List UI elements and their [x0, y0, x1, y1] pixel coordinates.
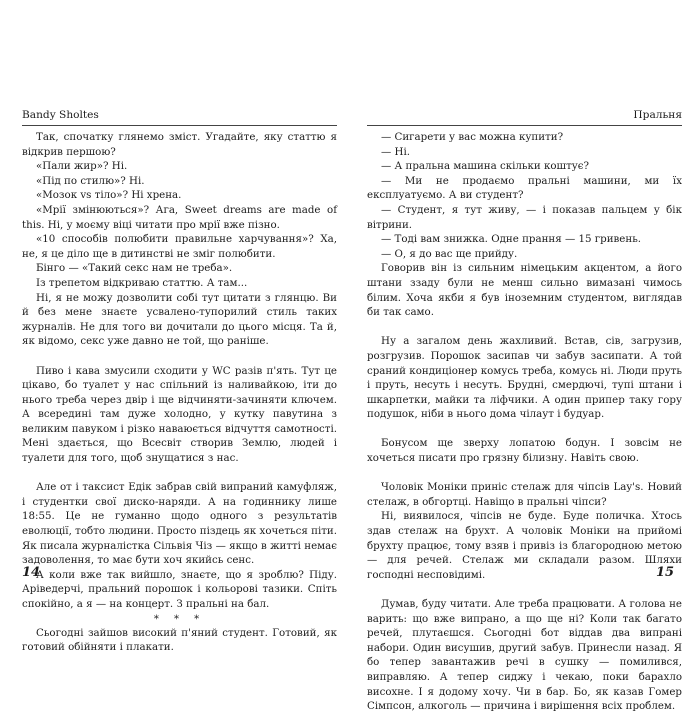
- paragraph: — О, я до вас ще прийду.: [381, 247, 518, 260]
- page-number-left: 14: [22, 565, 41, 580]
- paragraph: Думав, буду читати. Але треба працювати. А голова не варить: що вже випрано, а що ще ні? Коли так багато речей, плутаєшся. Сьогодні бот віддав два випрані набори. Один висушив, другий забув. Принесли назад. Я бо тепер завантажив речі в сушку — помилився, виправляю. А тепер сиджу і чекаю, поки барахло висохне. І я додому хочу. Чи в бар. Бо, як казав Гомер Сімпсон, алкоголь — причина і вирішення всіх проблем.: [367, 598, 682, 713]
- right-page: [367, 108, 682, 713]
- paragraph: — Студент, я тут живу, — і показав пальцем у бік вітрини.: [367, 203, 682, 231]
- paragraph: «Мрії змінюються»? Ага, Sweet dreams are made of this. Ні, у моєму віці читати про мрії вже пізно.: [22, 203, 337, 231]
- running-header-left: Bandy Sholtes: [22, 109, 99, 121]
- paragraph: — А пральна машина скільки коштує?: [381, 160, 590, 173]
- header-rule-left: [22, 125, 337, 126]
- page-number-right: 15: [656, 565, 675, 580]
- paragraph: «Під по стилю»? Ні.: [36, 174, 145, 187]
- paragraph: Сьогодні зайшов високий п'яний студент. Готовий, як готовий обійняти і плакати.: [22, 626, 337, 654]
- paragraph: Говорив він із сильним німецьким акцентом, а його штани ззаду були не менш сильно вимазані чимось білим. Хоча якби я був іноземним студентом, виглядав би так само.: [367, 262, 682, 319]
- paragraph: Але от і таксист Едік забрав свій випраний камуфляж, і студентки свої диско-наряди. А на годиннику лише 18:55. Це не гуманно щодо одного з результатів еволюції, тобто людини. Просто піздець як хочеться піти. Як писала журналістка Сільвія Чіз — якщо в житті немає задоволення, то має бути хоч якийсь сенс.: [22, 481, 337, 567]
- paragraph: «Мозок vs тіло»? Ні хрена.: [36, 189, 182, 202]
- running-header-right: Пральня: [633, 109, 682, 121]
- header-rule-right: [367, 125, 682, 126]
- left-page: [22, 108, 337, 654]
- paragraph: Ні, я не можу дозволити собі тут цитати з глянцю. Ви й без мене знаєте усвалено-тупорилий стиль таких журналів. Не для того ви дочитали до цього місця. Та й, як відомо, секс уже давно не той, що раніше.: [22, 291, 337, 348]
- paragraph: Бонусом ще зверху лопатою бодун. І зовсім не хочеться писати про грязну білизну. Навіть свою.: [367, 437, 682, 465]
- paragraph: Пиво і кава змусили сходити у WC разів п'ять. Тут це цікаво, бо туалет у нас спільний із наливайкою, іти до нього треба через двір і ще відчиняти-зачиняти ключем. А всередині там дуже холодно, у кутку павутина з великим павуком і різко наваюється відчуття самотності. Мені здається, що Всесвіт створив Землю, людей і туалети для того, щоб знущатися з нас.: [22, 364, 337, 465]
- paragraph: «Пали жир»? Ні.: [36, 160, 128, 173]
- paragraph: — Ми не продаємо пральні машини, ми їх експлуатуємо. А ви студент?: [367, 174, 682, 202]
- right-page-body: [367, 130, 682, 714]
- paragraph: Ні, виявилося, чіпсів не буде. Буде поличка. Хтось здав стелаж на брухт. А чоловік Моніки на прийомі брухту працює, тому взяв і привіз із благородною метою — для речей. Стелаж ми складали разом. Шляхи господні несповідимі.: [367, 510, 682, 581]
- paragraph: — Сигарети у вас можна купити?: [381, 131, 564, 143]
- paragraph: А коли вже так вийшло, знаєте, що я зроблю? Піду. Аріведерчі, пральний порошок і кольорові тазики. Спіть спокійно, а я — на концерт. З пральні на бал.: [22, 568, 337, 610]
- section-separator: * * *: [153, 613, 206, 625]
- paragraph: Ну а загалом день жахливий. Встав, сів, загрузив, розгрузив. Порошок засипав чи забув засипати. А той сраний кондиціонер комусь треба, комусь ні. Люди пруть і пруть, несуть і несуть. Брудні, смердючі, тупі штани і шкарпетки, майки та ліфчики. А один припер таку гору подушок, ніби в нього дома чілаут і будуар.: [367, 335, 682, 421]
- paragraph: Із трепетом відкриваю статтю. А там...: [36, 276, 248, 289]
- paragraph: Так, спочатку глянемо зміст. Угадайте, яку статтю я відкрив першою?: [22, 131, 337, 158]
- paragraph: «10 способів полюбити правильне харчування»? Ха, не, я це діло ще в дитинстві не зміг полюбити.: [22, 233, 337, 260]
- left-page-body: [22, 130, 337, 655]
- paragraph: Бінго — «Такий секс нам не треба».: [36, 262, 233, 275]
- paragraph: — Тоді вам знижка. Одне прання — 15 гривень.: [381, 233, 642, 246]
- paragraph: Чоловік Моніки приніс стелаж для чіпсів Lay's. Новий стелаж, в обгортці. Навіщо в пральні чіпси?: [367, 481, 682, 508]
- paragraph: — Ні.: [381, 145, 410, 158]
